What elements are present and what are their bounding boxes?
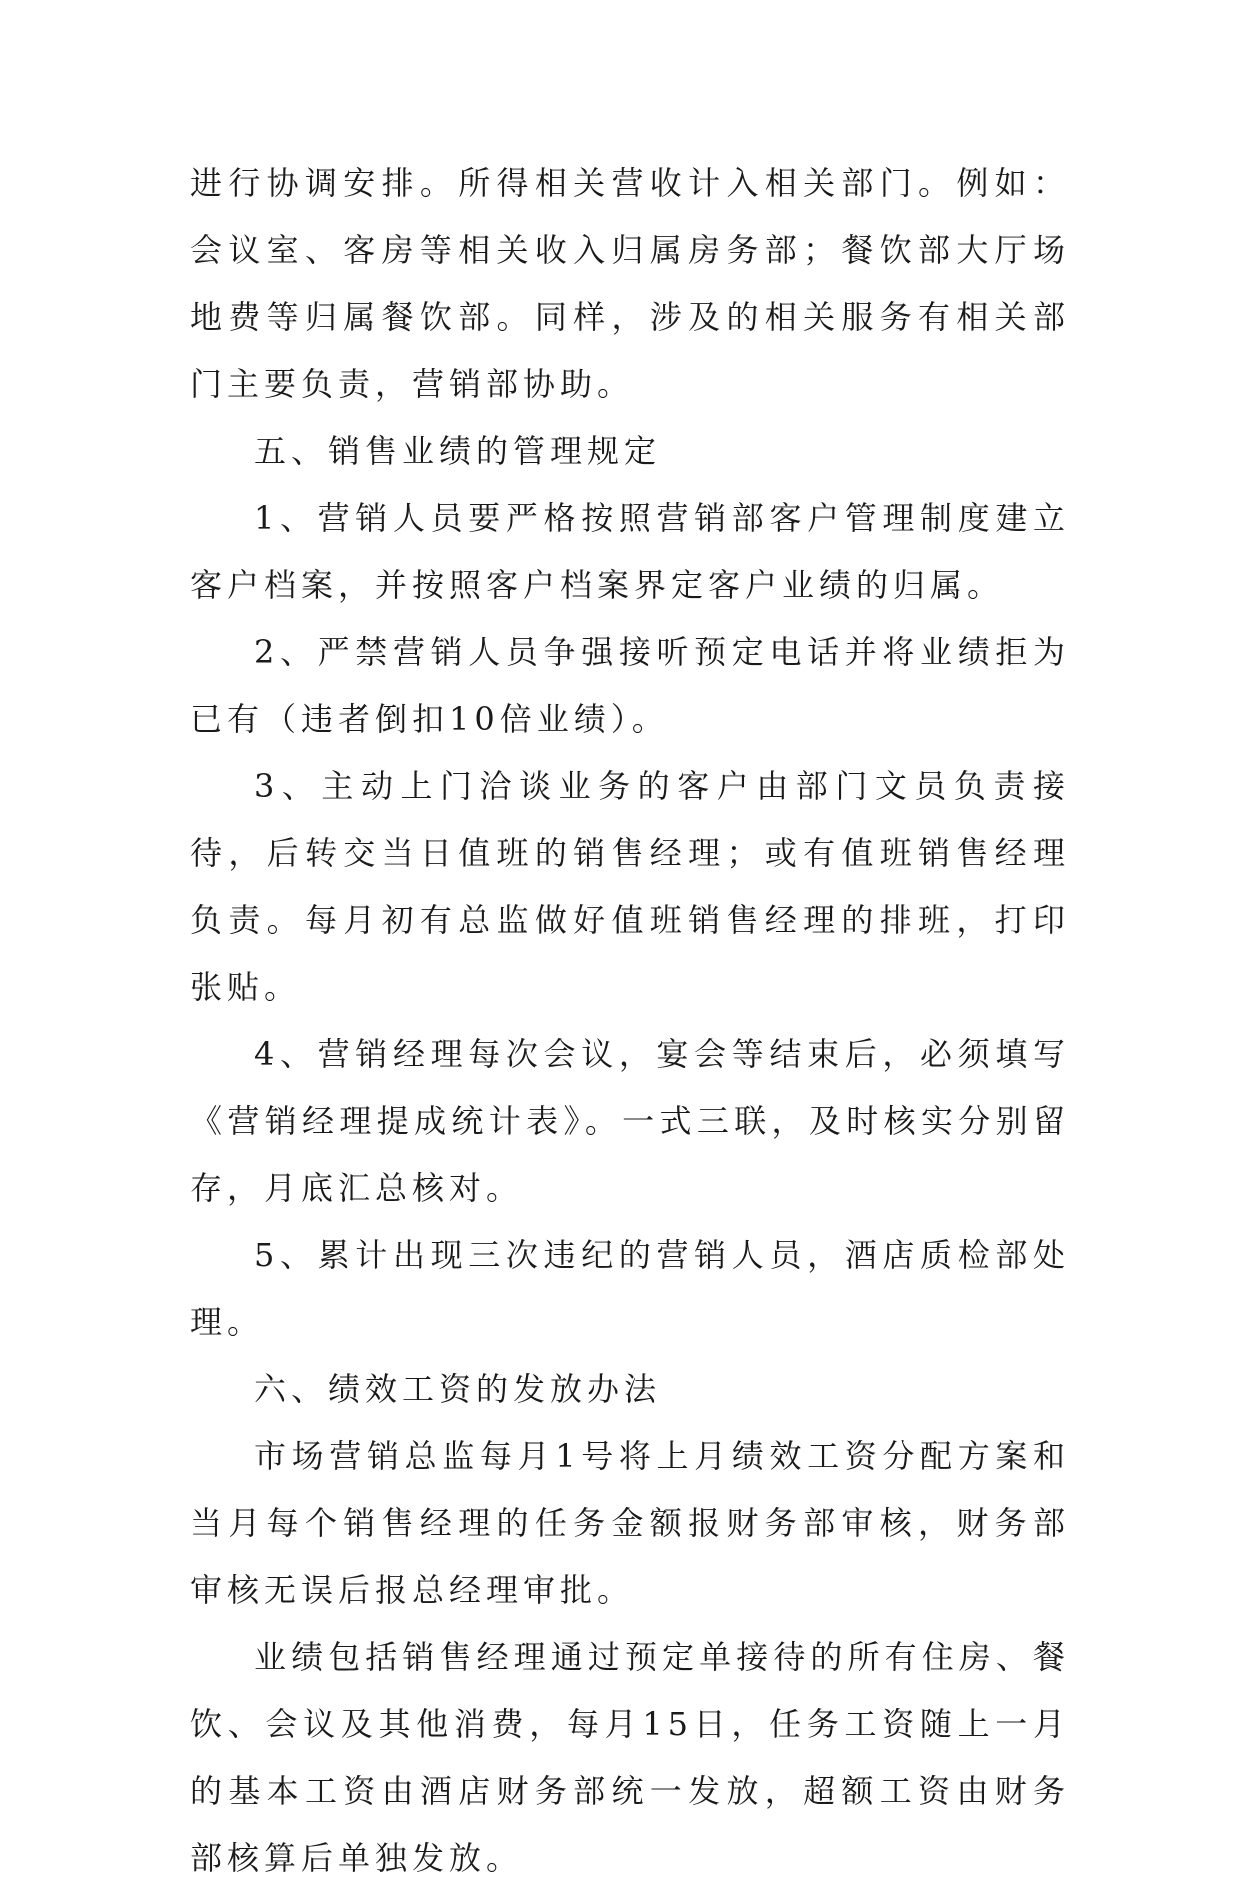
paragraph-salary-approval: 市场营销总监每月1号将上月绩效工资分配方案和当月每个销售经理的任务金额报财务部审核，财务部审核无误后报总经理审批。 (190, 1437, 1070, 1609)
section-heading-five: 五、销售业绩的管理规定 (254, 432, 662, 470)
paragraph-continuation: 进行协调安排。所得相关营收计入相关部门。例如：会议室、客房等相关收入归属房务部；餐饮部大厅场地费等归属餐饮部。同样，涉及的相关服务有相关部门主要负责，营销部协助。 (190, 164, 1070, 403)
paragraph-item-1: 1、营销人员要严格按照营销部客户管理制度建立客户档案，并按照客户档案界定客户业绩的归属。 (190, 499, 1070, 604)
section-heading-six: 六、绩效工资的发放办法 (254, 1370, 662, 1408)
paragraph-performance-scope: 业绩包括销售经理通过预定单接待的所有住房、餐饮、会议及其他消费，每月15日，任务工资随上一月的基本工资由酒店财务部统一发放，超额工资由财务部核算后单独发放。 (190, 1638, 1070, 1877)
paragraph-item-5: 5、累计出现三次违纪的营销人员，酒店质检部处理。 (190, 1236, 1070, 1341)
paragraph-item-2: 2、严禁营销人员争强接听预定电话并将业绩拒为已有（违者倒扣10倍业绩）。 (190, 633, 1070, 738)
paragraph-item-3: 3、主动上门洽谈业务的客户由部门文员负责接待，后转交当日值班的销售经理；或有值班销售经理负责。每月初有总监做好值班销售经理的排班，打印张贴。 (190, 767, 1070, 1006)
document-body (190, 150, 1070, 1892)
paragraph-item-4: 4、营销经理每次会议，宴会等结束后，必须填写《营销经理提成统计表》。一式三联，及时核实分别留存，月底汇总核对。 (190, 1035, 1070, 1207)
